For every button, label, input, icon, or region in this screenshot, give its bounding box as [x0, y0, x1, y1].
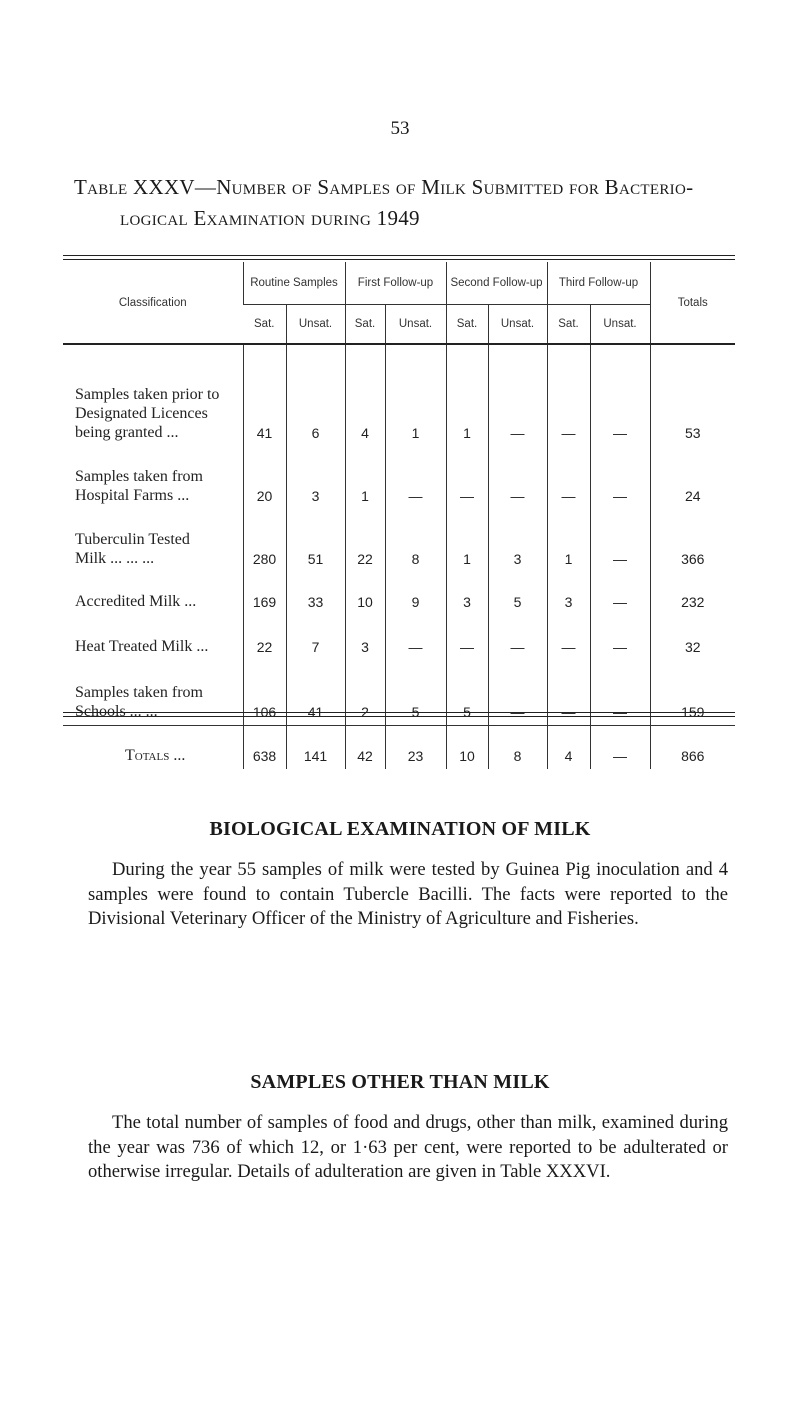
- table-cell: —: [590, 446, 650, 509]
- table-cell: 232: [650, 572, 735, 615]
- table-cell: 33: [286, 572, 345, 615]
- biological-heading: BIOLOGICAL EXAMINATION OF MILK: [209, 818, 591, 840]
- table-top-rule: [63, 255, 735, 256]
- table-cell: 3: [547, 572, 590, 615]
- table-row: [63, 446, 735, 509]
- table-cell: 1: [547, 509, 590, 572]
- table-cell: —: [590, 509, 650, 572]
- table-cell: 32: [650, 615, 735, 660]
- table-cell: 3: [446, 572, 488, 615]
- table-cell: 5: [488, 572, 547, 615]
- table-row: [63, 509, 735, 572]
- table-cell: 53: [650, 344, 735, 446]
- table-cell: 4: [345, 344, 385, 446]
- table-cell: —: [547, 615, 590, 660]
- row-label: Samples taken prior to Designated Licences being granted ...: [75, 386, 220, 441]
- table-cell: 1: [446, 509, 488, 572]
- table-cell: —: [488, 660, 547, 726]
- row-label: Tuberculin Tested Milk ... ... ...: [75, 531, 190, 567]
- table-cell: 169: [243, 572, 286, 615]
- table-title-line-1: Table XXXV—Number of Samples of Milk Submitted for Bacterio-: [74, 175, 694, 199]
- header-classification: Classification: [63, 262, 243, 344]
- row-label: Samples taken from Schools ... ...: [75, 684, 203, 720]
- milk-samples-table: [63, 262, 735, 769]
- table-cell: 4: [547, 726, 590, 770]
- table-bottom-rule-inner: [63, 716, 735, 717]
- table-cell: 280: [243, 509, 286, 572]
- table-cell: 10: [446, 726, 488, 770]
- biological-paragraph: During the year 55 samples of milk were tested by Guinea Pig inoculation and 4 samples were found to contain Tubercle Bacilli. The facts were reported to the Divisional Veterinary Officer of the Ministry of Agriculture and Fisheries.: [88, 859, 728, 929]
- table-cell: 22: [243, 615, 286, 660]
- table-cell: 2: [345, 660, 385, 726]
- table-cell: 8: [488, 726, 547, 770]
- table-cell: 141: [286, 726, 345, 770]
- table-cell: 159: [650, 660, 735, 726]
- table-bottom-rule: [63, 712, 735, 713]
- table-cell: 866: [650, 726, 735, 770]
- page-number: 53: [390, 118, 410, 139]
- table-cell: —: [385, 615, 446, 660]
- header-routine-samples: Routine Samples: [243, 262, 345, 305]
- table-row: [63, 572, 735, 615]
- table-title-line-2: logical Examination during 1949: [120, 206, 420, 230]
- totals-label: Totals ...: [63, 726, 243, 770]
- table-top-rule-inner: [63, 259, 735, 260]
- table-cell: —: [385, 446, 446, 509]
- table-cell: 5: [446, 660, 488, 726]
- table-cell: 10: [345, 572, 385, 615]
- table-cell: 106: [243, 660, 286, 726]
- header-sat: Sat.: [345, 305, 385, 345]
- other-samples-heading: SAMPLES OTHER THAN MILK: [250, 1071, 550, 1093]
- table-cell: 41: [243, 344, 286, 446]
- header-first-follow-up: First Follow-up: [345, 262, 446, 305]
- header-second-follow-up: Second Follow-up: [446, 262, 547, 305]
- header-unsat: Unsat.: [286, 305, 345, 345]
- table-cell: 1: [345, 446, 385, 509]
- table-cell: —: [590, 344, 650, 446]
- table-cell: 41: [286, 660, 345, 726]
- table-cell: —: [488, 344, 547, 446]
- table-cell: 6: [286, 344, 345, 446]
- table-row: [63, 615, 735, 660]
- table-cell: 3: [345, 615, 385, 660]
- table-cell: 366: [650, 509, 735, 572]
- header-sat: Sat.: [243, 305, 286, 345]
- table-cell: —: [590, 572, 650, 615]
- table-title: [74, 172, 734, 234]
- table-cell: —: [590, 615, 650, 660]
- table-cell: 22: [345, 509, 385, 572]
- header-third-follow-up: Third Follow-up: [547, 262, 650, 305]
- table-cell: 1: [446, 344, 488, 446]
- table-cell: 7: [286, 615, 345, 660]
- table-cell: —: [590, 726, 650, 770]
- table-cell: 1: [385, 344, 446, 446]
- header-unsat: Unsat.: [385, 305, 446, 345]
- table-cell: 3: [488, 509, 547, 572]
- table-cell: —: [488, 615, 547, 660]
- totals-row: [63, 726, 735, 770]
- table-cell: 20: [243, 446, 286, 509]
- header-sat: Sat.: [446, 305, 488, 345]
- table-cell: —: [547, 344, 590, 446]
- header-unsat: Unsat.: [488, 305, 547, 345]
- table-cell: 638: [243, 726, 286, 770]
- row-label: Heat Treated Milk ...: [75, 638, 209, 655]
- other-samples-paragraph: The total number of samples of food and drugs, other than milk, examined during the year was 736 of which 12, or 1·63 per cent, were reported to be adulterated or otherwise irregular. Details of adulteration are given in Table XXXVI.: [88, 1112, 728, 1182]
- row-label: Samples taken from Hospital Farms ...: [75, 468, 203, 504]
- table-cell: —: [590, 660, 650, 726]
- table-cell: 5: [385, 660, 446, 726]
- row-label: Accredited Milk ...: [75, 593, 197, 610]
- header-unsat: Unsat.: [590, 305, 650, 345]
- table-cell: —: [547, 446, 590, 509]
- table-cell: 9: [385, 572, 446, 615]
- table-cell: —: [446, 615, 488, 660]
- table-cell: 3: [286, 446, 345, 509]
- table-cell: 23: [385, 726, 446, 770]
- table-cell: 42: [345, 726, 385, 770]
- header-sat: Sat.: [547, 305, 590, 345]
- table-cell: 24: [650, 446, 735, 509]
- table-cell: 51: [286, 509, 345, 572]
- table-cell: 8: [385, 509, 446, 572]
- table-cell: —: [547, 660, 590, 726]
- table-cell: —: [488, 446, 547, 509]
- header-totals: Totals: [650, 262, 735, 344]
- table-cell: —: [446, 446, 488, 509]
- table-row: [63, 344, 735, 446]
